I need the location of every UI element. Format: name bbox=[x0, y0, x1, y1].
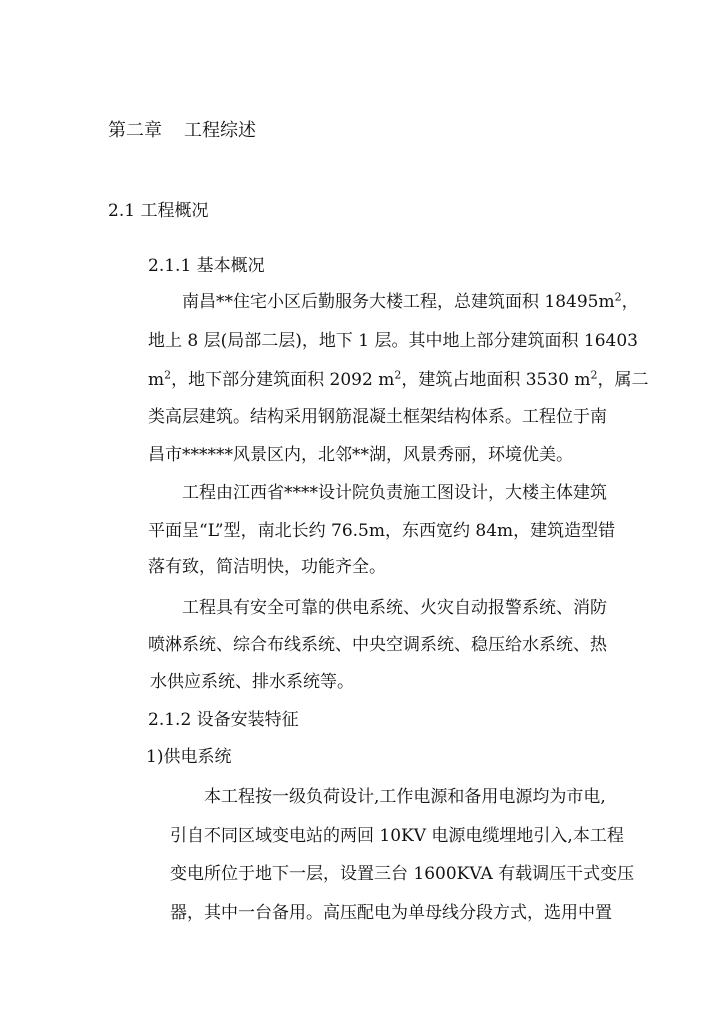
paragraph-line: 落有致，简洁明快，功能齐全。 bbox=[148, 557, 386, 577]
text-run: ， bbox=[621, 292, 639, 312]
text-run: ，建筑占地面积 3530 m bbox=[401, 370, 591, 390]
paragraph-line: 水供应系统、排水系统等。 bbox=[150, 672, 354, 692]
paragraph-line: 喷淋系统、综合布线系统、中央空调系统、稳压给水系统、热 bbox=[148, 635, 607, 655]
paragraph-line bbox=[148, 369, 649, 391]
superscript: 2 bbox=[614, 290, 622, 304]
superscript: 2 bbox=[394, 368, 402, 382]
paragraph-line: 昌市******风景区内，北邻**湖，风景秀丽，环境优美。 bbox=[148, 445, 573, 465]
subsection-heading-2-1-2: 2.1.2 设备安装特征 bbox=[148, 710, 299, 730]
section-heading-2-1: 2.1 工程概况 bbox=[108, 201, 209, 221]
superscript: 2 bbox=[164, 368, 172, 382]
paragraph-line bbox=[182, 291, 639, 313]
text-run: ，属二 bbox=[597, 370, 649, 390]
text-run: 南昌**住宅小区后勤服务大楼工程，总建筑面积 18495m bbox=[182, 292, 615, 312]
paragraph-line: 平面呈“L”型，南北长约 76.5m，东西宽约 84m，建筑造型错 bbox=[148, 521, 616, 541]
paragraph-line: 变电所位于地下一层，设置三台 1600KVA 有载调压干式变压 bbox=[170, 864, 635, 884]
subsection-heading-2-1-1: 2.1.1 基本概况 bbox=[148, 256, 265, 276]
paragraph-line: 本工程按一级负荷设计,工作电源和备用电源均为市电, bbox=[204, 787, 606, 807]
paragraph-line: 工程具有安全可靠的供电系统、火灾自动报警系统、消防 bbox=[182, 598, 607, 618]
chapter-heading bbox=[108, 120, 256, 142]
text-run: ，地下部分建筑面积 2092 m bbox=[171, 370, 395, 390]
superscript: 2 bbox=[590, 368, 598, 382]
paragraph-line: 类高层建筑。结构采用钢筋混凝土框架结构体系。工程位于南 bbox=[148, 407, 607, 427]
list-item-power-supply: 1)供电系统 bbox=[146, 747, 232, 767]
text-run: m bbox=[148, 370, 165, 390]
paragraph-line: 地上 8 层(局部二层)，地下 1 层。其中地上部分建筑面积 16403 bbox=[148, 331, 638, 351]
paragraph-line: 引自不同区域变电站的两回 10KV 电源电缆埋地引入,本工程 bbox=[170, 826, 624, 846]
paragraph-line: 器，其中一台备用。高压配电为单母线分段方式，选用中置 bbox=[170, 903, 612, 923]
chapter-title: 工程综述 bbox=[184, 120, 256, 141]
chapter-number: 第二章 bbox=[108, 120, 162, 141]
paragraph-line: 工程由江西省****设计院负责施工图设计，大楼主体建筑 bbox=[182, 483, 607, 503]
